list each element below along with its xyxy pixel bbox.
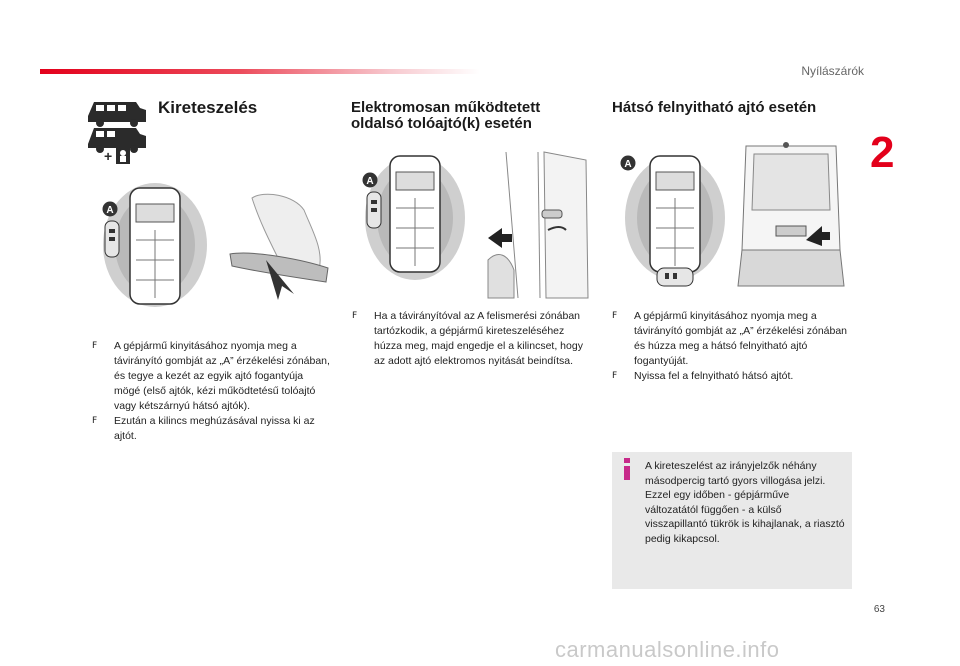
marker-a-label: A bbox=[624, 159, 632, 170]
bullet-text: A gépjármű kinyitásához nyomja meg a távirányító gombját az „A” érzékelési zónában és húzza meg a hátsó felnyitható ajtó fogantyúját. bbox=[634, 310, 848, 367]
bullet-mark: F bbox=[352, 311, 358, 321]
col2-title-line2: oldalsó tolóajtó(k) esetén bbox=[351, 115, 532, 132]
page-number: 63 bbox=[873, 604, 885, 615]
bullet-text: Ezután a kilincs meghúzásával nyissa ki az ajtót. bbox=[114, 415, 315, 442]
bullet-mark: F bbox=[612, 311, 618, 321]
col1-bullet-1 bbox=[92, 339, 332, 414]
van-icons bbox=[82, 96, 152, 166]
bullet-text: Ha a távirányítóval az A felismerési zónában tartózkodik, a gépjármű kireteszeléséhez húzza meg, majd engedje el a kilincset, hogy az adott ajtó elektromos nyitását beindítsa. bbox=[374, 310, 583, 367]
bullet-mark: F bbox=[92, 416, 98, 426]
header-accent-bar bbox=[40, 69, 480, 74]
col3-bullets bbox=[612, 309, 852, 384]
hand-on-handle-illustration bbox=[224, 190, 334, 310]
remote-key-icon-3 bbox=[655, 266, 695, 290]
remote-key-icon-2 bbox=[365, 190, 385, 230]
col3-bullet-1 bbox=[612, 309, 852, 369]
col3-bullet-2 bbox=[612, 369, 852, 384]
remote-key-icon bbox=[103, 219, 123, 259]
bullet-text: A gépjármű kinyitásához nyomja meg a távirányító gombját az „A” érzékelési zónában, és tegye a kezét az egyik ajtó fogantyúja mögé (első ajtók, kézi működtetésű tolóajtó vagy kétszárnyú hátsó ajtók). bbox=[114, 340, 330, 412]
col1-bullet-2 bbox=[92, 414, 332, 444]
col1-bullets bbox=[92, 339, 332, 444]
marker-a-icon-3 bbox=[620, 155, 636, 171]
bullet-mark: F bbox=[92, 341, 98, 351]
col3-title: Hátsó felnyitható ajtó esetén bbox=[612, 99, 817, 116]
marker-a-label: A bbox=[106, 205, 114, 216]
info-text: A kireteszelést az irányjelzők néhány másodpercig tartó gyors villogása jelzi. Ezzel egy időben - gépjárműve változatától függően - a külső visszapillantó tükrök is kihajlanak, a riasztó pedig kikapcsol. bbox=[645, 460, 845, 545]
watermark-text: carmanualsonline.info bbox=[555, 637, 780, 662]
col2-title bbox=[351, 100, 540, 132]
col2-title-line1: Elektromosan működtetett bbox=[351, 99, 541, 116]
bullet-mark: F bbox=[612, 371, 618, 381]
col2-bullets bbox=[352, 309, 592, 369]
info-icon bbox=[622, 458, 632, 480]
marker-a-label: A bbox=[366, 176, 374, 187]
marker-a-icon-2 bbox=[362, 172, 378, 188]
rear-tailgate-illustration bbox=[736, 140, 848, 300]
section-title: Nyílászárók bbox=[801, 64, 864, 78]
marker-a-icon bbox=[102, 201, 118, 217]
chapter-number: 2 bbox=[870, 128, 895, 177]
col1-title: Kireteszelés bbox=[158, 98, 258, 117]
plus-sign: + bbox=[104, 148, 113, 164]
sliding-door-illustration bbox=[478, 150, 590, 300]
col2-bullet-1 bbox=[352, 309, 592, 369]
bullet-text: Nyissa fel a felnyitható hátsó ajtót. bbox=[634, 370, 794, 382]
